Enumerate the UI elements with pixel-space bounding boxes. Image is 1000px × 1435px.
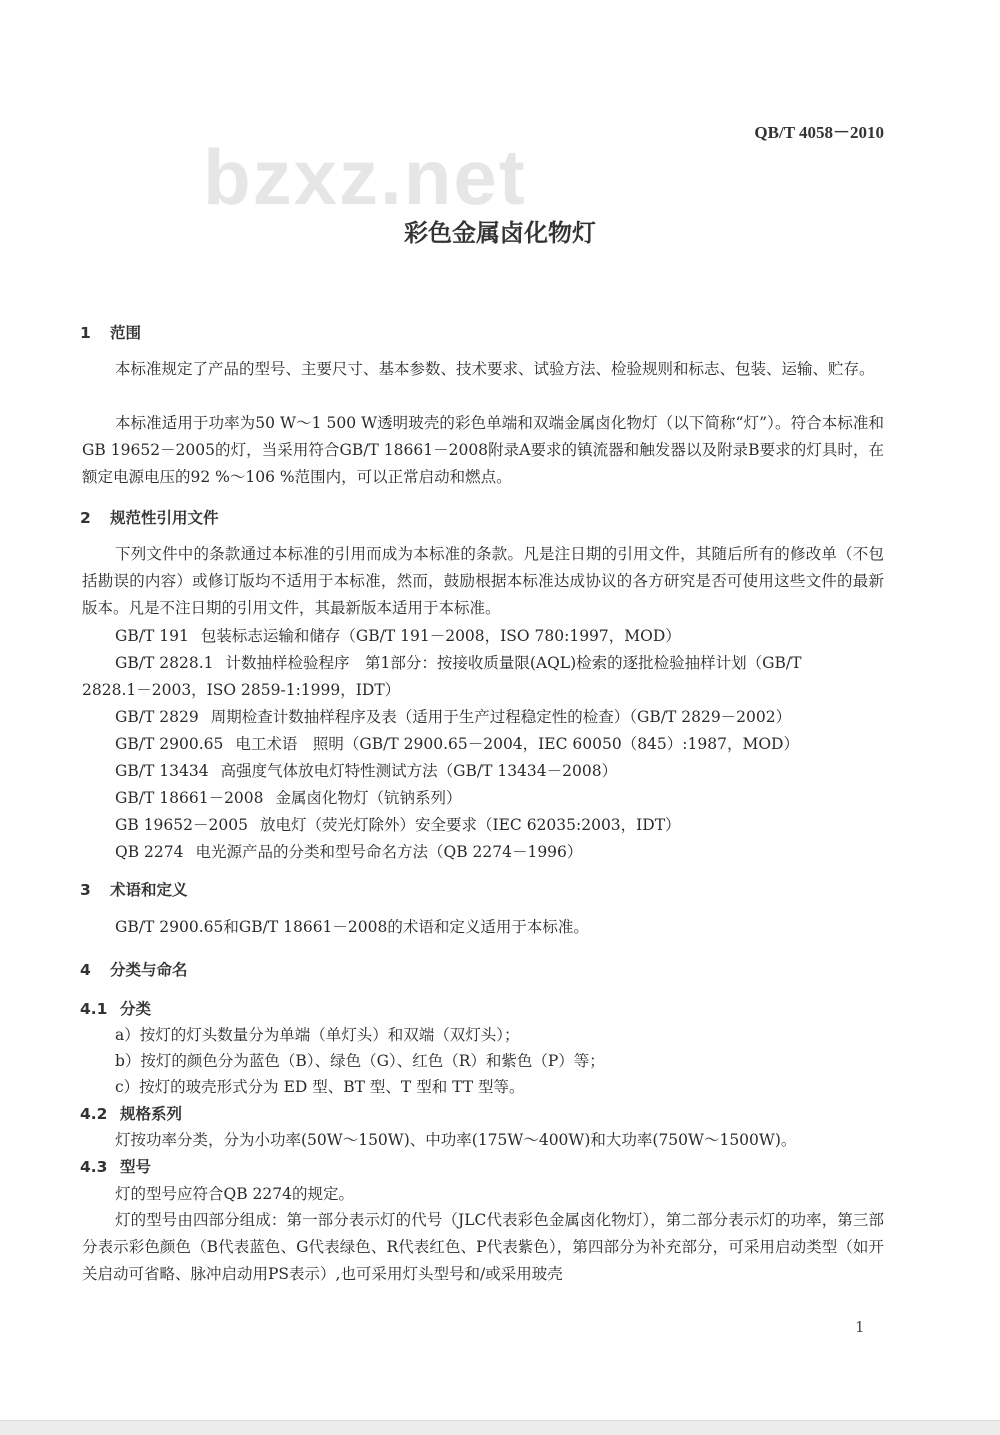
- reference-item-continued: 2828.1－2003，ISO 2859-1:1999，IDT）: [82, 681, 401, 699]
- section-number: 1: [80, 324, 91, 342]
- reference-code: GB/T 2828.1: [115, 654, 214, 672]
- paragraph: 灯的型号由四部分组成：第一部分表示灯的代号（JLC代表彩色金属卤化物灯），第二部分表示灯的功率，第三部分表示彩色颜色（B代表蓝色、G代表绿色、R代表红色、P代表紫色），第四部分为补充部分，可采用启动类型（如开关启动可省略、脉冲启动用PS表示）,也可采用灯头型号和/或采用玻壳: [82, 1211, 884, 1283]
- reference-item: [115, 705, 791, 727]
- paragraph: 下列文件中的条款通过本标准的引用而成为本标准的条款。凡是注日期的引用文件，其随后所有的修改单（不包括勘误的内容）或修订版均不适用于本标准，然而，鼓励根据本标准达成协议的各方研究是否可使用这些文件的最新版本。凡是不注日期的引用文件，其最新版本适用于本标准。: [82, 545, 884, 617]
- subsection-heading-4-2: [80, 1102, 182, 1124]
- reference-text: 计数抽样检验程序 第1部分：按接收质量限(AQL)检索的逐批检验抽样计划（GB/T: [225, 654, 802, 672]
- subsection-number: 4.1: [80, 1000, 108, 1018]
- list-item: c）按灯的玻壳形式分为 ED 型、BT 型、T 型和 TT 型等。: [115, 1078, 525, 1096]
- reference-item: [115, 624, 681, 646]
- document-title: 彩色金属卤化物灯: [404, 219, 596, 247]
- reference-text: 金属卤化物灯（钪钠系列）: [275, 789, 462, 807]
- reference-text: 电光源产品的分类和型号命名方法（QB 2274－1996）: [195, 843, 583, 861]
- section-heading-2: [80, 506, 219, 528]
- reference-text: 高强度气体放电灯特性测试方法（GB/T 13434－2008）: [220, 762, 618, 780]
- paragraph: 本标准规定了产品的型号、主要尺寸、基本参数、技术要求、试验方法、检验规则和标志、包装、运输、贮存。: [115, 360, 875, 378]
- reference-item: [115, 732, 799, 754]
- subsection-title: 规格系列: [120, 1105, 183, 1123]
- reference-code: GB/T 2900.65: [115, 735, 224, 753]
- reference-code: GB/T 18661－2008: [115, 789, 264, 807]
- subsection-heading-4-1: [80, 997, 151, 1019]
- section-title: 范围: [110, 324, 142, 342]
- reference-code: GB/T 2829: [115, 708, 199, 726]
- reference-text: 放电灯（荧光灯除外）安全要求（IEC 62035:2003，IDT）: [259, 816, 681, 834]
- section-heading-1: [80, 321, 141, 343]
- section-number: 4: [80, 961, 91, 979]
- reference-item: [115, 786, 462, 808]
- subsection-heading-4-3: [80, 1155, 151, 1177]
- subsection-title: 分类: [120, 1000, 152, 1018]
- reference-code: GB/T 13434: [115, 762, 209, 780]
- section-number: 2: [80, 509, 91, 527]
- reference-item: [115, 759, 617, 781]
- reference-code: QB 2274: [115, 843, 184, 861]
- reference-text: 包装标志运输和储存（GB/T 191－2008，ISO 780:1997，MOD）: [200, 627, 681, 645]
- reference-item: [115, 813, 681, 835]
- reference-code: GB 19652－2005: [115, 816, 248, 834]
- section-title: 分类与命名: [110, 961, 188, 979]
- list-item: b）按灯的颜色分为蓝色（B）、绿色（G）、红色（R）和紫色（P）等；: [115, 1052, 605, 1070]
- reference-item: [115, 840, 582, 862]
- section-heading-4: [80, 958, 188, 980]
- section-title: 术语和定义: [110, 881, 188, 899]
- section-number: 3: [80, 881, 91, 899]
- subsection-number: 4.3: [80, 1158, 108, 1176]
- viewer-bottom-bar: [0, 1420, 1000, 1435]
- watermark: bzxz.net: [203, 133, 527, 221]
- reference-item: [115, 651, 802, 673]
- paragraph: GB/T 2900.65和GB/T 18661－2008的术语和定义适用于本标准。: [115, 918, 589, 936]
- paragraph: 灯按功率分类，分为小功率(50W～150W)、中功率(175W～400W)和大功率(750W～1500W)。: [115, 1131, 797, 1149]
- paragraph: 本标准适用于功率为50 W～1 500 W透明玻壳的彩色单端和双端金属卤化物灯（以下简称“灯”）。符合本标准和GB 19652－2005的灯，当采用符合GB/T 18661－2008附录A要求的镇流器和触发器以及附录B要求的灯具时，在额定电源电压的92 %～106 %范围内，可以正常启动和燃点。: [82, 414, 884, 486]
- section-heading-3: [80, 878, 188, 900]
- standard-number: QB/T 4058－2010: [754, 123, 884, 142]
- subsection-number: 4.2: [80, 1105, 108, 1123]
- reference-code: GB/T 191: [115, 627, 189, 645]
- reference-text: 周期检查计数抽样程序及表（适用于生产过程稳定性的检查）（GB/T 2829－2002）: [210, 708, 792, 726]
- reference-text: 电工术语 照明（GB/T 2900.65－2004，IEC 60050（845）:1987，MOD）: [235, 735, 799, 753]
- list-item: a）按灯的灯头数量分为单端（单灯头）和双端（双灯头）；: [115, 1026, 520, 1044]
- section-title: 规范性引用文件: [110, 509, 219, 527]
- page-number: 1: [855, 1318, 865, 1336]
- subsection-title: 型号: [120, 1158, 152, 1176]
- paragraph: 灯的型号应符合QB 2274的规定。: [115, 1185, 354, 1203]
